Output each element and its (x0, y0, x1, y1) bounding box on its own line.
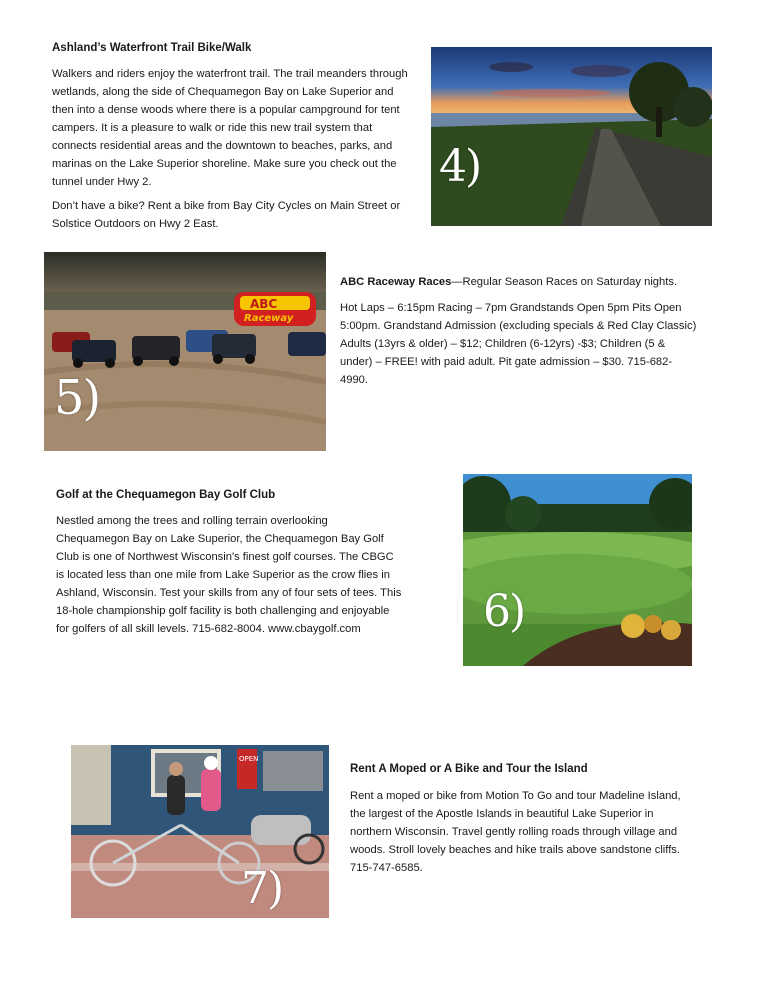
paragraph: Nestled among the trees and rolling terrain overlooking Chequamegon Bay on Lake Superior, the Chequamegon Bay Golf Club is one of Northwest Wisconsin's finest golf courses. The CBGC is located less than one mile from Lake Superior as the crow flies in Ashland, Wisconsin. Test your skills from any of four sets of tees. This 18-hole championship golf facility is both challenging and enjoyable for golfers of all skill levels. 715-682-8004. www.cbaygolf.com (56, 515, 402, 635)
svg-text:Raceway: Raceway (244, 313, 294, 324)
photo-number: 4) (439, 141, 481, 192)
section-title-golf: Golf at the Chequamegon Bay Golf Club (56, 489, 276, 501)
section-title-abc-raceway (340, 273, 700, 291)
open-sign: OPEN (239, 755, 259, 763)
paragraph: Don’t have a bike? Rent a bike from Bay City Cycles on Main Street or Solstice Outdoors on Hwy 2 East. (52, 200, 401, 230)
section-body-abc-raceway (340, 273, 700, 389)
photo-abc-raceway (44, 252, 326, 451)
photo-number: 7) (241, 863, 283, 914)
section-title-suffix: —Regular Season Races on Saturday nights. (451, 276, 678, 288)
photo-number: 5) (54, 370, 100, 426)
section-title-waterfront-trail: Ashland’s Waterfront Trail Bike/Walk (52, 42, 252, 54)
photo-moped-bike (71, 745, 329, 918)
section-body-moped-bike (350, 787, 690, 877)
photo-golf-club (463, 474, 692, 666)
section-body-golf (56, 512, 402, 638)
section-title-moped-bike: Rent A Moped or A Bike and Tour the Island (350, 763, 588, 775)
svg-text:ABC: ABC (250, 297, 278, 311)
paragraph: Hot Laps – 6:15pm Racing – 7pm Grandstands Open 5pm Pits Open 5:00pm. Grandstand Admission (excluding specials & Red Clay Classic) Adults (13yrs & older) – $12; Children (6-12yrs) -$3; Children (5 & under) – FREE! with paid adult. Pit gate admission – $30. 715-682-4990. (340, 302, 697, 386)
abc-raceway-logo (234, 292, 316, 326)
section-title-label: ABC Raceway Races (340, 276, 452, 288)
paragraph: Rent a moped or bike from Motion To Go and tour Madeline Island, the largest of the Apostle Islands in beautiful Lake Superior in northern Wisconsin. Travel gently rolling roads through village and woods. Stroll lovely beaches and hike trails above sandstone cliffs. 715-747-6585. (350, 790, 681, 874)
paragraph: Walkers and riders enjoy the waterfront trail. The trail meanders through wetlands, along the side of Chequamegon Bay on Lake Superior and then into a dense woods where there is a popular campground for tent campers. It is a pleasure to walk or ride this new trail system that connects residential areas and the downtown to beaches, parks, and marinas on the Lake Superior shoreline. Make sure you check out the tunnel under Hwy 2. (52, 68, 408, 188)
section-body-waterfront-trail (52, 65, 414, 233)
photo-number: 6) (483, 586, 525, 637)
photo-waterfront-trail (431, 47, 712, 226)
